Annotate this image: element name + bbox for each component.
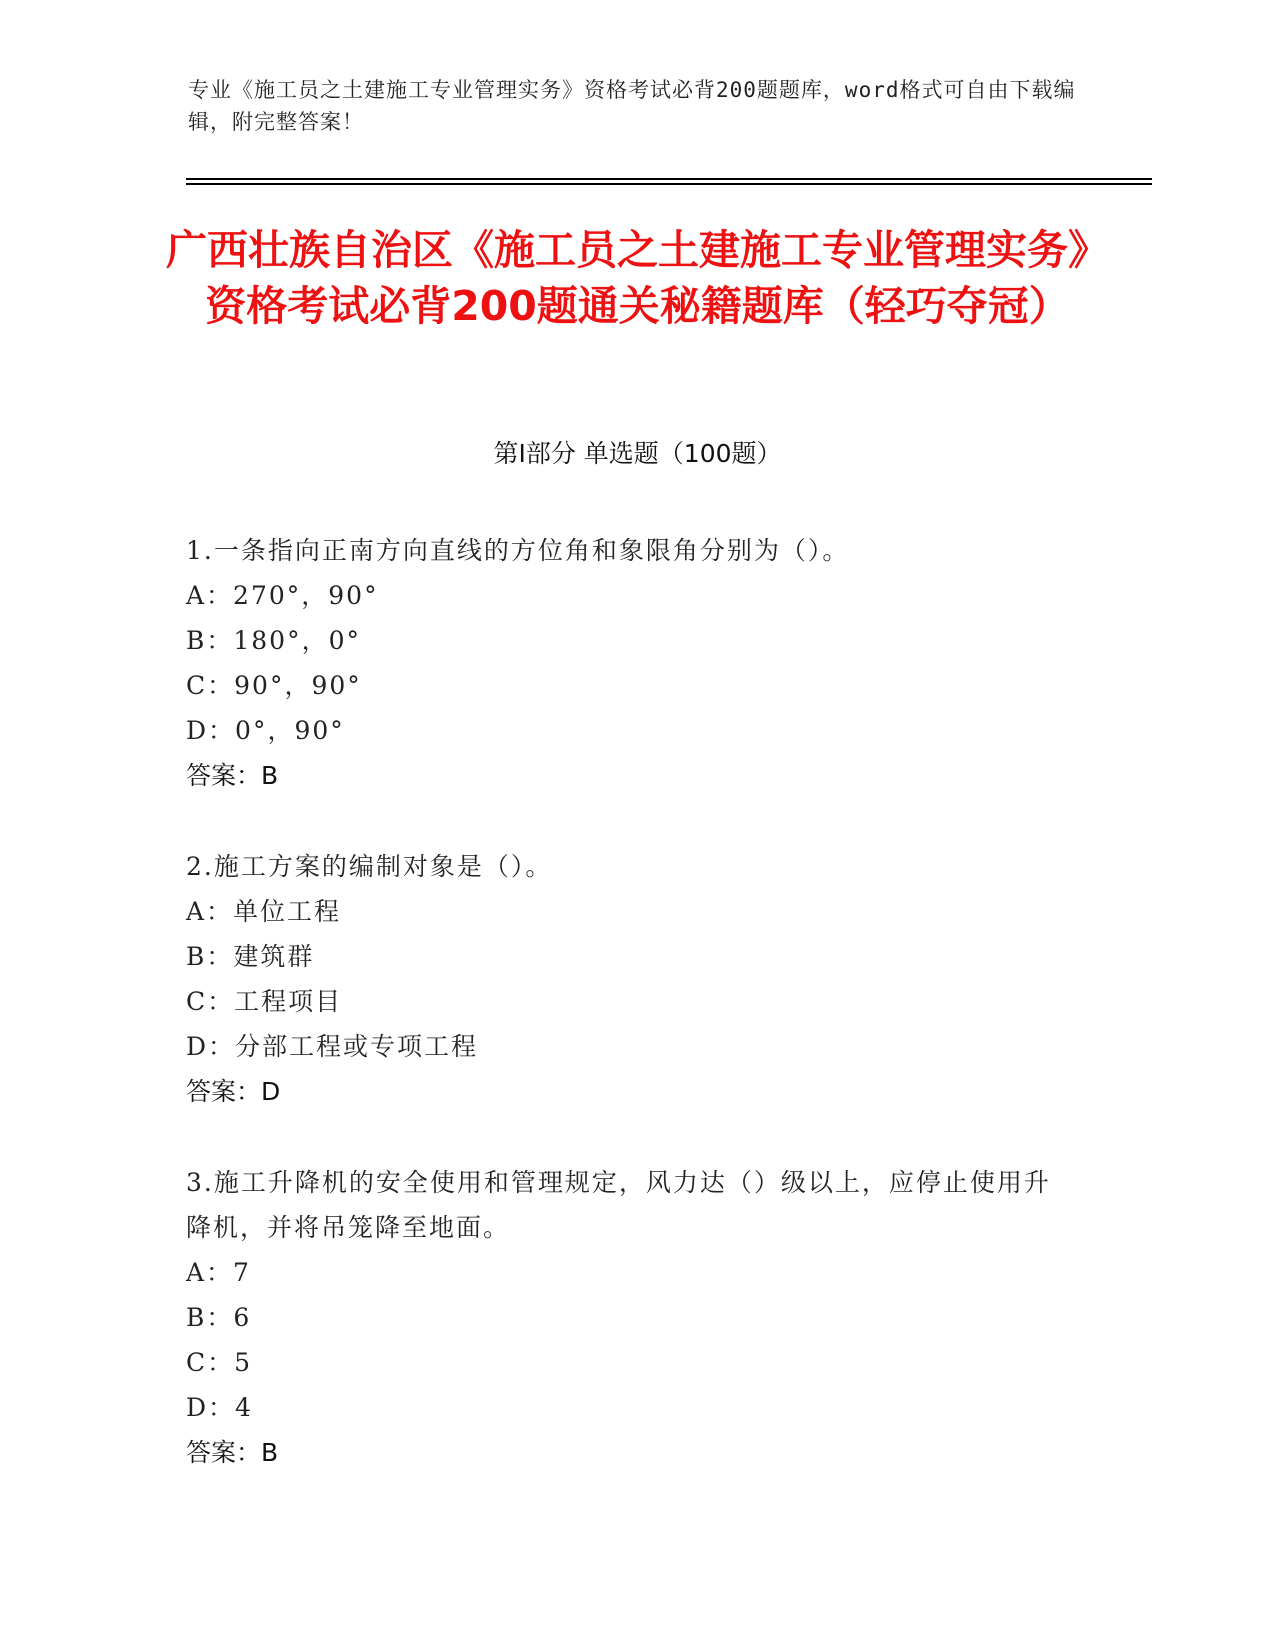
answer: 答案：B: [186, 1438, 279, 1467]
option-c: C：工程项目: [186, 987, 343, 1016]
option-d: D：0°，90°: [186, 716, 345, 745]
document-title: 广西壮族自治区《施工员之土建施工专业管理实务》资格考试必背200题通关秘籍题库（轻巧夺冠）: [166, 226, 1109, 330]
answer: 答案：B: [186, 761, 279, 790]
question-text: 2.施工方案的编制对象是（）。: [186, 852, 553, 881]
option-b: B：6: [186, 1303, 252, 1332]
option-d: D：分部工程或专项工程: [186, 1032, 479, 1061]
answer: 答案：D: [186, 1077, 281, 1106]
option-c: C：90°，90°: [186, 671, 362, 700]
option-b: B：建筑群: [186, 942, 315, 971]
header-note: 专业《施工员之土建施工专业管理实务》资格考试必背200题题库，word格式可自由下载编辑，附完整答案！: [188, 78, 1076, 134]
question-text: 3.施工升降机的安全使用和管理规定，风力达（）级以上，应停止使用升降机，并将吊笼降至地面。: [186, 1168, 1051, 1242]
question-3: [186, 1160, 1066, 1475]
option-c: C：5: [186, 1348, 253, 1377]
option-a: A：7: [186, 1258, 251, 1287]
question-1: [186, 528, 1066, 798]
option-b: B：180°，0°: [186, 626, 361, 655]
question-2: [186, 844, 1066, 1114]
option-a: A：270°，90°: [186, 581, 379, 610]
section-title: 第Ⅰ部分 单选题（100题）: [493, 439, 782, 468]
option-a: A：单位工程: [186, 897, 342, 926]
question-text: 1.一条指向正南方向直线的方位角和象限角分别为（）。: [186, 536, 850, 565]
option-d: D：4: [186, 1393, 253, 1422]
header-rule-top: [186, 178, 1152, 180]
header-rule-bottom: [186, 183, 1152, 185]
